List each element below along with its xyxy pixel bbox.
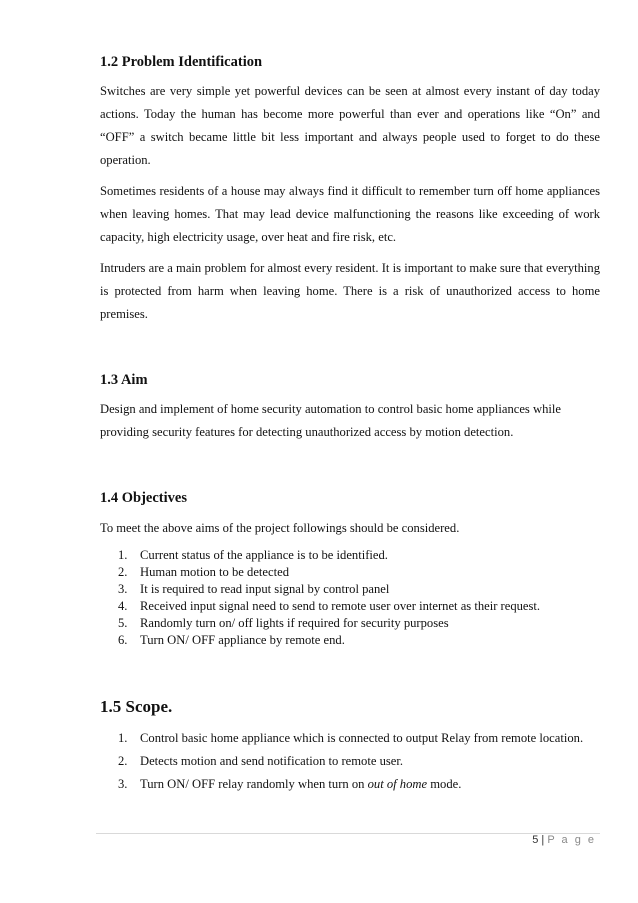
heading-aim: 1.3 Aim — [100, 372, 148, 388]
list-number: 4. — [118, 599, 128, 613]
list-item — [100, 581, 600, 598]
list-text: Human motion to be detected — [140, 565, 289, 579]
paragraph-problem-1: Switches are very simple yet powerful devices can be seen at almost every instant of day today actions. Today the human has become more powerful than ever and operations like “On” and “OFF” a switch became little bit less important and always people used to forget to do these operation. — [100, 84, 600, 167]
list-number: 3. — [118, 582, 128, 596]
list-item — [100, 750, 600, 773]
objectives-list — [100, 547, 600, 649]
list-text: Turn ON/ OFF appliance by remote end. — [140, 633, 345, 647]
paragraph-problem-2: Sometimes residents of a house may always find it difficult to remember turn off home appliances when leaving homes. That may lead device malfunctioning the reasons like exceeding of work capacity, high electricity usage, over heat and fire risk, etc. — [100, 184, 600, 244]
list-text-emphasis: out of home — [367, 777, 428, 791]
scope-list — [100, 727, 600, 796]
heading-objectives: 1.4 Objectives — [100, 490, 187, 506]
list-item — [100, 547, 600, 564]
list-number: 1. — [118, 731, 128, 745]
list-item — [100, 598, 600, 615]
heading-problem-identification: 1.2 Problem Identification — [100, 54, 263, 70]
list-text: Detects motion and send notification to remote user. — [140, 754, 404, 768]
footer-divider — [96, 833, 600, 834]
paragraph-aim: Design and implement of home security automation to control basic home appliances while providing security features for detecting unauthorized access by motion detection. — [100, 402, 561, 439]
paragraph-problem-3: Intruders are a main problem for almost every resident. It is important to make sure that everything is protected from harm when leaving home. There is a risk of unauthorized access to home premises. — [100, 261, 600, 321]
list-item — [100, 564, 600, 581]
list-text: It is required to read input signal by control panel — [140, 582, 390, 596]
list-number: 5. — [118, 616, 128, 630]
list-number: 3. — [118, 777, 128, 791]
paragraph-objectives-intro: To meet the above aims of the project followings should be considered. — [100, 521, 460, 535]
page-number: 5 — [532, 834, 539, 846]
list-text: Received input signal need to send to remote user over internet as their request. — [140, 599, 541, 613]
list-item — [100, 615, 600, 632]
list-item — [100, 773, 600, 796]
list-text-before: Turn ON/ OFF relay randomly when turn on — [140, 777, 368, 791]
footer-separator: | — [541, 834, 545, 846]
heading-scope: 1.5 Scope. — [100, 697, 173, 716]
list-text: Control basic home appliance which is connected to output Relay from remote location. — [140, 731, 584, 745]
list-item — [100, 727, 600, 750]
list-item — [100, 632, 600, 649]
list-number: 6. — [118, 633, 128, 647]
list-number: 2. — [118, 754, 128, 768]
list-text-after: mode. — [427, 777, 462, 791]
list-text: Current status of the appliance is to be identified. — [140, 548, 388, 562]
list-text: Randomly turn on/ off lights if required for security purposes — [140, 616, 449, 630]
list-number: 2. — [118, 565, 128, 579]
page-label: P a g e — [547, 834, 596, 846]
list-number: 1. — [118, 548, 128, 562]
page-footer — [532, 834, 596, 846]
